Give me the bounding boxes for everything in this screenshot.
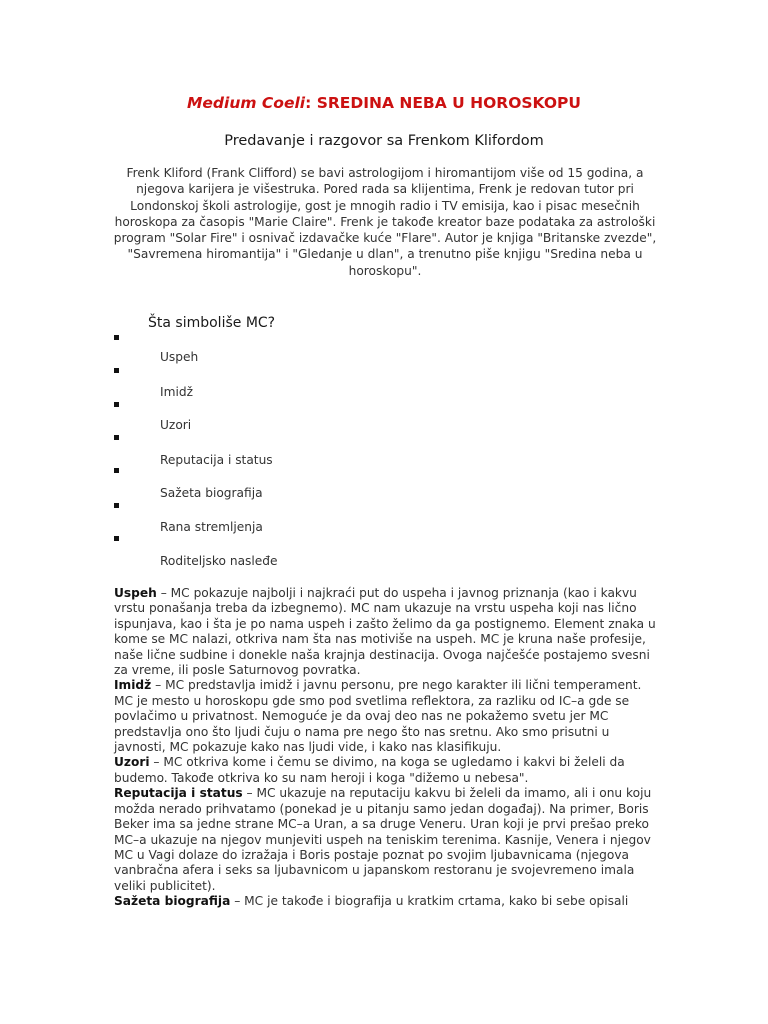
page-title (0, 94, 768, 112)
list-bullet (114, 468, 119, 473)
list-bullet (114, 503, 119, 508)
paragraph-reputacija (114, 786, 659, 894)
list-item: Uzori (160, 418, 192, 432)
paragraph-uspeh (114, 586, 659, 678)
list-bullet (114, 335, 119, 340)
list-item: Rana stremljenja (160, 520, 263, 534)
title-rest: : SREDINA NEBA U HOROSKOPU (305, 94, 581, 112)
paragraph-uzori (114, 755, 659, 786)
paragraph-imidz (114, 678, 659, 755)
paragraph-term: Reputacija i status (114, 786, 243, 801)
paragraph-term: Uzori (114, 755, 150, 770)
list-bullet (114, 402, 119, 407)
list-bullet (114, 435, 119, 440)
list-item: Roditeljsko nasleđe (160, 554, 278, 568)
list-bullet (114, 368, 119, 373)
list-item: Reputacija i status (160, 453, 273, 467)
paragraph-text: – MC otkriva kome i čemu se divimo, na koga se ugledamo i kakvi bi želeli da budemo. Takođe otkriva ko su nam heroji i koga "dižemo u nebesa". (114, 755, 625, 785)
paragraph-text: – MC pokazuje najbolji i najkraći put do uspeha i javnog priznanja (kao i kakvu vrstu ponašanja treba da izbegnemo). MC nam ukazuje na vrstu uspeha koji nas lično ispunjava, kao i šta je po nama uspeh i zašto želimo da ga postignemo. Element znaka u kome se MC nalazi, otkriva nam šta nas motiviše na uspeh. MC je kruna naše profesije, naše lične sudbine i donekle naša krajnja destinacija. Ovoga najčešće postajemo svesni za vreme, ili posle Saturnovog povratka. (114, 586, 656, 678)
list-bullet (114, 536, 119, 541)
paragraph-term: Sažeta biografija (114, 894, 231, 909)
page-subtitle: Predavanje i razgovor sa Frenkom Klifordom (224, 133, 544, 149)
body-text (114, 586, 659, 910)
section-heading: Šta simboliše MC? (148, 315, 276, 331)
list-item: Uspeh (160, 350, 199, 364)
paragraph-text: – MC ukazuje na reputaciju kakvu bi želeli da imamo, ali i onu koju možda nerado prihvatamo (ponekad je u pitanju samo jedan događaj). Na primer, Boris Beker ima sa jedne strane MC–a Uran, a sa druge Veneru. Uran koji je prvi prešao preko MC–a ukazuje na njegov munjeviti uspeh na teniskim terenima. Kasnije, Venera i njegov MC u Vagi dolaze do izražaja i Boris postaje poznat po svojim ljubavnicama (njegova vanbračna afera i seks sa ljubavnicom u japanskom restoranu je svojevremeno imala veliki publicitet). (114, 786, 652, 893)
paragraph-biografija (114, 894, 659, 909)
title-italic-part: Medium Coeli (187, 94, 306, 112)
list-item: Imidž (160, 385, 193, 399)
paragraph-term: Imidž (114, 678, 152, 693)
intro-paragraph: Frenk Kliford (Frank Clifford) se bavi astrologijom i hiromantijom više od 15 godina, a njegova karijera je višestruka. Pored rada sa klijentima, Frenk je redovan tutor pri Londonskoj školi astrologije, gost je mnogih radio i TV emisija, kao i pisac mesečnih horoskopa za časopis "Marie Claire". Frenk je takođe kreator baze podataka za astrološki program "Solar Fire" i osnivač izdavačke kuće "Flare". Autor je knjiga "Britanske zvezde", "Savremena hiromantija" i "Gledanje u dlan", a trenutno piše knjigu "Sredina neba u horoskopu". (113, 166, 657, 278)
paragraph-term: Uspeh (114, 586, 157, 600)
list-item: Sažeta biografija (160, 486, 263, 500)
paragraph-text: – MC predstavlja imidž i javnu personu, pre nego karakter ili lični temperament. MC je mesto u horoskopu gde smo pod svetlima reflektora, za razliku od IC–a gde se povlačimo u privatnost. Nemoguće je da ovaj deo nas ne pokažemo svetu jer MC predstavlja ono što ljudi čuju o nama pre nego što nas sretnu. Ako smo prisutni u javnosti, MC pokazuje kako nas ljudi vide, i kako nas klasifikuju. (114, 678, 642, 755)
paragraph-text: – MC je takođe i biografija u kratkim crtama, kako bi sebe opisali (230, 894, 629, 909)
